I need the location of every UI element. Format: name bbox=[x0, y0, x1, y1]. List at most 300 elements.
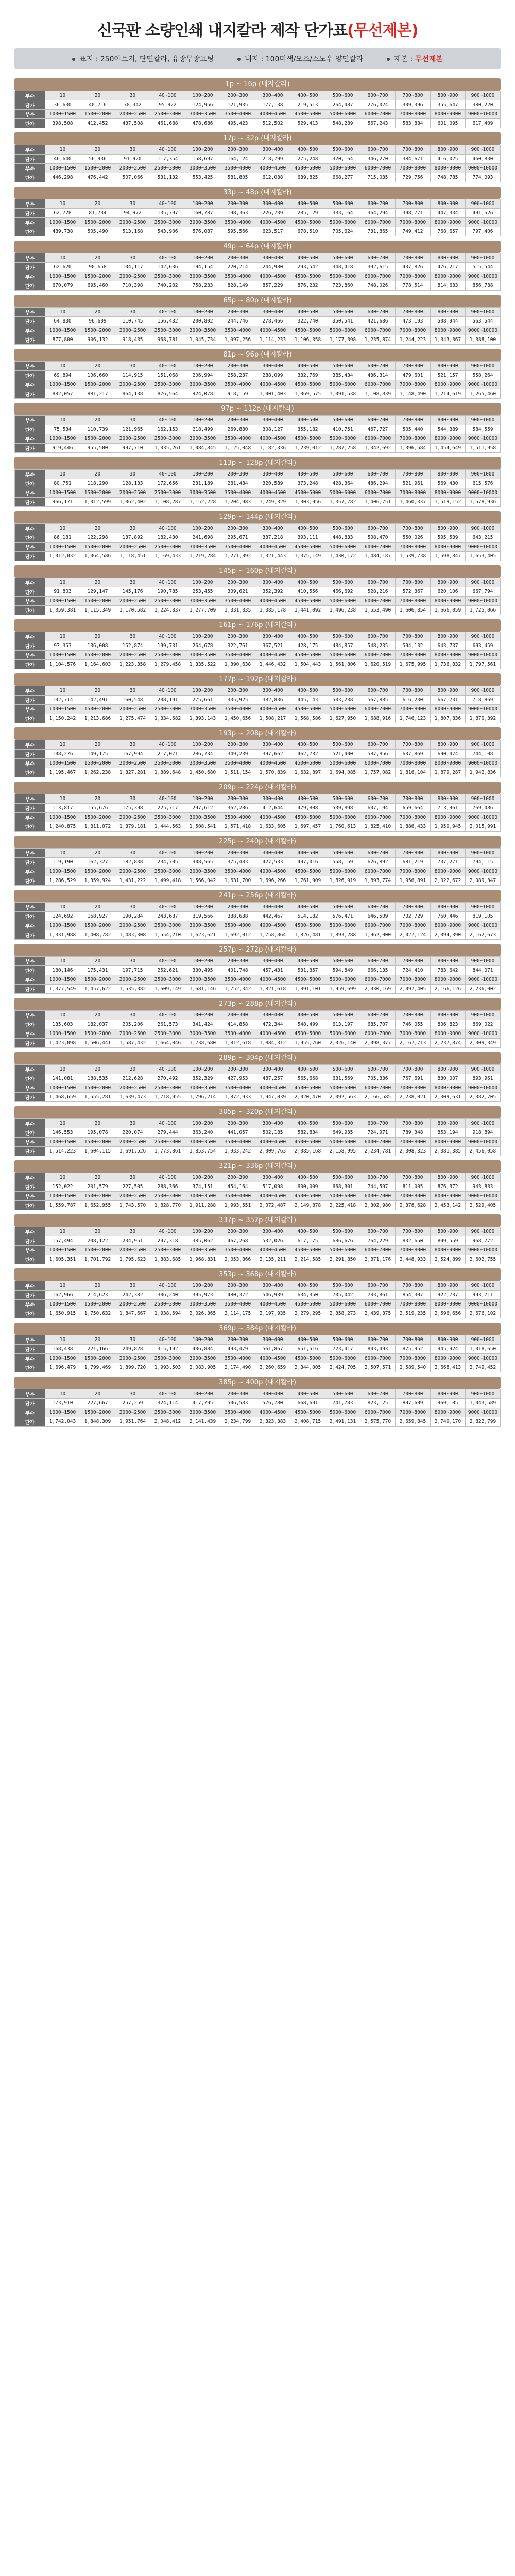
table-cell: 206,994 bbox=[185, 371, 220, 380]
table-cell: 1000~1500 bbox=[45, 1192, 80, 1201]
table-cell: 355,182 bbox=[290, 425, 325, 434]
table-row bbox=[15, 533, 501, 543]
table-cell: 1,539,738 bbox=[396, 552, 431, 561]
table-cell: 40~100 bbox=[150, 957, 185, 966]
table-cell: 200~300 bbox=[220, 686, 255, 696]
table-cell: 576,471 bbox=[325, 912, 360, 921]
price-table bbox=[14, 1173, 501, 1210]
table-cell: 100~200 bbox=[185, 253, 220, 263]
price-section bbox=[14, 565, 501, 615]
table-cell: 355,647 bbox=[431, 100, 466, 110]
table-cell: 1,084,845 bbox=[185, 444, 220, 453]
table-cell: 567,885 bbox=[360, 696, 396, 705]
table-cell: 1000~1500 bbox=[45, 543, 80, 552]
table-cell: 30 bbox=[115, 903, 150, 912]
bullet-icon bbox=[387, 58, 390, 61]
row-label: 단가 bbox=[15, 100, 45, 110]
table-cell: 1,938,594 bbox=[150, 1309, 185, 1318]
table-cell: 218,799 bbox=[255, 155, 290, 164]
table-row bbox=[15, 632, 501, 641]
table-cell: 2,453,142 bbox=[431, 1201, 466, 1210]
table-cell: 2500~3000 bbox=[150, 975, 185, 985]
table-cell: 135,797 bbox=[150, 209, 185, 218]
table-row bbox=[15, 912, 501, 921]
table-row bbox=[15, 1300, 501, 1309]
table-cell: 4500~5000 bbox=[290, 921, 325, 930]
table-cell: 8000~9000 bbox=[431, 1408, 466, 1417]
table-cell: 966,171 bbox=[45, 498, 80, 507]
table-cell: 700~800 bbox=[396, 957, 431, 966]
table-row bbox=[15, 1309, 501, 1318]
table-cell: 20 bbox=[80, 740, 115, 750]
table-cell: 900~1000 bbox=[466, 470, 501, 479]
table-cell: 20 bbox=[80, 199, 115, 209]
row-label: 단가 bbox=[15, 876, 45, 886]
table-cell: 2500~3000 bbox=[150, 867, 185, 876]
table-cell: 4500~5000 bbox=[290, 1246, 325, 1255]
table-cell: 1000~1500 bbox=[45, 110, 80, 119]
table-cell: 505,440 bbox=[396, 425, 431, 434]
table-cell: 2,174,490 bbox=[220, 1363, 255, 1372]
table-cell: 1,219,284 bbox=[185, 552, 220, 561]
table-cell: 643,737 bbox=[431, 641, 466, 651]
table-row bbox=[15, 641, 501, 651]
table-cell: 690,474 bbox=[431, 750, 466, 759]
table-cell: 1,758,864 bbox=[255, 930, 290, 940]
row-label: 부수 bbox=[15, 218, 45, 227]
table-cell: 800~900 bbox=[431, 1227, 466, 1236]
table-cell: 7000~8000 bbox=[396, 272, 431, 281]
table-cell: 800~900 bbox=[431, 199, 466, 209]
table-cell: 1,343,367 bbox=[431, 335, 466, 345]
table-cell: 1,752,342 bbox=[220, 985, 255, 994]
table-cell: 3500~4000 bbox=[220, 1192, 255, 1201]
table-cell: 90,658 bbox=[80, 263, 115, 272]
table-cell: 40~100 bbox=[150, 253, 185, 263]
table-cell: 623,517 bbox=[255, 227, 290, 236]
table-cell: 659,664 bbox=[396, 804, 431, 813]
table-cell: 693,459 bbox=[466, 641, 501, 651]
table-cell: 1,104,576 bbox=[45, 660, 80, 669]
table-cell: 40~100 bbox=[150, 849, 185, 858]
row-label: 부수 bbox=[15, 686, 45, 696]
table-cell: 4500~5000 bbox=[290, 867, 325, 876]
table-cell: 4000~4500 bbox=[255, 488, 290, 498]
table-row bbox=[15, 145, 501, 155]
table-cell: 300~400 bbox=[255, 849, 290, 858]
row-label: 부수 bbox=[15, 794, 45, 804]
spec-binding: 제본 : 무선제본 bbox=[387, 54, 443, 64]
table-cell: 1,812,618 bbox=[220, 1039, 255, 1048]
price-section bbox=[14, 836, 501, 886]
table-cell: 4000~4500 bbox=[255, 975, 290, 985]
table-cell: 5000~6000 bbox=[325, 651, 360, 660]
table-cell: 521,961 bbox=[396, 479, 431, 488]
table-cell: 8000~9000 bbox=[431, 218, 466, 227]
table-cell: 595,566 bbox=[220, 227, 255, 236]
table-cell: 600~700 bbox=[360, 470, 396, 479]
table-cell: 2,053,866 bbox=[220, 1255, 255, 1264]
table-cell: 40~100 bbox=[150, 91, 185, 100]
table-cell: 100~200 bbox=[185, 416, 220, 425]
section-title: 225p ~ 240p (내지칼라) bbox=[14, 836, 501, 848]
table-cell: 955,500 bbox=[80, 444, 115, 453]
table-cell: 113,817 bbox=[45, 804, 80, 813]
section-title: 129p ~ 144p (내지칼라) bbox=[14, 511, 501, 523]
table-cell: 521,157 bbox=[431, 371, 466, 380]
table-cell: 918,894 bbox=[466, 1128, 501, 1138]
table-cell: 1,666,059 bbox=[431, 606, 466, 615]
table-cell: 2500~3000 bbox=[150, 1029, 185, 1039]
table-cell: 4500~5000 bbox=[290, 164, 325, 173]
table-cell: 40~100 bbox=[150, 199, 185, 209]
table-cell: 1,691,526 bbox=[115, 1147, 150, 1156]
table-cell: 2,166,126 bbox=[431, 985, 466, 994]
table-cell: 9000~10000 bbox=[466, 164, 501, 173]
table-cell: 20 bbox=[80, 1281, 115, 1291]
table-row bbox=[15, 1011, 501, 1020]
table-cell: 918,435 bbox=[115, 335, 150, 345]
table-cell: 3000~3500 bbox=[185, 1300, 220, 1309]
table-cell: 1,275,474 bbox=[115, 714, 150, 723]
table-cell: 1,359,924 bbox=[80, 876, 115, 886]
table-cell: 9000~10000 bbox=[466, 434, 501, 444]
table-cell: 2500~3000 bbox=[150, 705, 185, 714]
table-cell: 1,738,680 bbox=[185, 1039, 220, 1048]
table-cell: 3000~3500 bbox=[185, 543, 220, 552]
table-cell: 500~600 bbox=[325, 199, 360, 209]
table-cell: 106,660 bbox=[80, 371, 115, 380]
table-cell: 400~500 bbox=[290, 253, 325, 263]
table-cell: 548,235 bbox=[360, 641, 396, 651]
table-cell: 95,922 bbox=[150, 100, 185, 110]
table-cell: 700~800 bbox=[396, 91, 431, 100]
table-cell: 8000~9000 bbox=[431, 326, 466, 335]
table-row bbox=[15, 479, 501, 488]
table-cell: 800~900 bbox=[431, 362, 466, 371]
row-label: 부수 bbox=[15, 1354, 45, 1363]
table-row bbox=[15, 1147, 501, 1156]
table-cell: 476,217 bbox=[431, 263, 466, 272]
table-cell: 5000~6000 bbox=[325, 110, 360, 119]
section-title: 257p ~ 272p (내지칼라) bbox=[14, 944, 501, 956]
table-cell: 400~500 bbox=[290, 308, 325, 317]
table-cell: 2,098,377 bbox=[360, 1039, 396, 1048]
table-cell: 600~700 bbox=[360, 1227, 396, 1236]
table-cell: 617,175 bbox=[290, 1236, 325, 1246]
table-row bbox=[15, 218, 501, 227]
table-cell: 4000~4500 bbox=[255, 380, 290, 389]
table-cell: 497,016 bbox=[290, 858, 325, 867]
table-row bbox=[15, 660, 501, 669]
table-cell: 40~100 bbox=[150, 470, 185, 479]
table-cell: 1,169,433 bbox=[150, 552, 185, 561]
table-cell: 164,124 bbox=[220, 155, 255, 164]
table-cell: 4000~4500 bbox=[255, 272, 290, 281]
table-cell: 8000~9000 bbox=[431, 1354, 466, 1363]
spec-bar bbox=[14, 48, 501, 69]
table-row bbox=[15, 696, 501, 705]
table-cell: 2000~2500 bbox=[115, 1300, 150, 1309]
table-row bbox=[15, 434, 501, 444]
table-cell: 1,514,223 bbox=[45, 1147, 80, 1156]
table-cell: 300~400 bbox=[255, 1281, 290, 1291]
table-cell: 400~500 bbox=[290, 145, 325, 155]
table-cell: 748,785 bbox=[431, 173, 466, 182]
table-cell: 252,621 bbox=[150, 966, 185, 975]
table-cell: 397,662 bbox=[255, 750, 290, 759]
table-cell: 2000~2500 bbox=[115, 488, 150, 498]
table-row bbox=[15, 362, 501, 371]
table-row bbox=[15, 587, 501, 597]
table-cell: 1,795,623 bbox=[115, 1255, 150, 1264]
table-cell: 800~900 bbox=[431, 849, 466, 858]
table-cell: 2,740,170 bbox=[431, 1417, 466, 1427]
row-label: 단가 bbox=[15, 1039, 45, 1048]
table-cell: 600~700 bbox=[360, 91, 396, 100]
price-section bbox=[14, 511, 501, 561]
table-row bbox=[15, 100, 501, 110]
table-cell: 3500~4000 bbox=[220, 1083, 255, 1093]
table-row bbox=[15, 389, 501, 399]
table-cell: 1,631,700 bbox=[220, 876, 255, 886]
table-cell: 620,106 bbox=[431, 587, 466, 597]
table-cell: 269,880 bbox=[220, 425, 255, 434]
table-cell: 1500~2000 bbox=[80, 434, 115, 444]
table-row bbox=[15, 444, 501, 453]
table-cell: 194,154 bbox=[185, 263, 220, 272]
row-label: 단가 bbox=[15, 768, 45, 777]
table-cell: 400~500 bbox=[290, 470, 325, 479]
table-cell: 447,334 bbox=[431, 209, 466, 218]
table-cell: 297,318 bbox=[150, 1236, 185, 1246]
table-cell: 5000~6000 bbox=[325, 543, 360, 552]
table-cell: 64,830 bbox=[45, 317, 80, 326]
table-cell: 4000~4500 bbox=[255, 1246, 290, 1255]
table-cell: 2000~2500 bbox=[115, 272, 150, 281]
table-cell: 1,993,503 bbox=[150, 1363, 185, 1372]
table-cell: 198,363 bbox=[220, 209, 255, 218]
price-table bbox=[14, 848, 501, 886]
table-cell: 2500~3000 bbox=[150, 272, 185, 281]
table-cell: 400~500 bbox=[290, 957, 325, 966]
table-cell: 600~700 bbox=[360, 1389, 396, 1399]
row-label: 단가 bbox=[15, 1236, 45, 1246]
table-row bbox=[15, 552, 501, 561]
table-cell: 208,191 bbox=[150, 696, 185, 705]
table-cell: 1,899,720 bbox=[115, 1363, 150, 1372]
table-cell: 1000~1500 bbox=[45, 1083, 80, 1093]
table-cell: 900~1000 bbox=[466, 1011, 501, 1020]
table-cell: 9000~10000 bbox=[466, 975, 501, 985]
table-cell: 877,800 bbox=[45, 335, 80, 345]
table-cell: 1,441,092 bbox=[290, 606, 325, 615]
table-cell: 2,030,169 bbox=[360, 985, 396, 994]
table-cell: 300~400 bbox=[255, 1011, 290, 1020]
table-cell: 5000~6000 bbox=[325, 597, 360, 606]
row-label: 부수 bbox=[15, 759, 45, 768]
row-label: 단가 bbox=[15, 660, 45, 669]
table-cell: 919,446 bbox=[45, 444, 80, 453]
table-cell: 969,105 bbox=[431, 1399, 466, 1408]
table-cell: 1,773,861 bbox=[150, 1147, 185, 1156]
row-label: 단가 bbox=[15, 587, 45, 597]
table-cell: 853,194 bbox=[431, 1128, 466, 1138]
table-cell: 563,544 bbox=[466, 317, 501, 326]
table-cell: 5000~6000 bbox=[325, 1083, 360, 1093]
row-label: 부수 bbox=[15, 380, 45, 389]
table-cell: 1500~2000 bbox=[80, 597, 115, 606]
table-cell: 700~800 bbox=[396, 416, 431, 425]
table-cell: 200~300 bbox=[220, 1227, 255, 1236]
table-cell: 3500~4000 bbox=[220, 380, 255, 389]
table-cell: 700~800 bbox=[396, 1389, 431, 1399]
row-label: 단가 bbox=[15, 335, 45, 345]
table-cell: 4000~4500 bbox=[255, 867, 290, 876]
row-label: 단가 bbox=[15, 1128, 45, 1138]
table-cell: 1,609,149 bbox=[150, 985, 185, 994]
table-cell: 1000~1500 bbox=[45, 434, 80, 444]
table-cell: 457,431 bbox=[255, 966, 290, 975]
table-row bbox=[15, 416, 501, 425]
table-cell: 900~1000 bbox=[466, 524, 501, 533]
table-cell: 828,149 bbox=[220, 281, 255, 291]
table-cell: 515,544 bbox=[466, 263, 501, 272]
table-cell: 3000~3500 bbox=[185, 272, 220, 281]
table-cell: 80,751 bbox=[45, 479, 80, 488]
table-cell: 1,718,955 bbox=[150, 1093, 185, 1102]
table-cell: 300~400 bbox=[255, 91, 290, 100]
section-title: 161p ~ 176p (내지칼라) bbox=[14, 619, 501, 632]
section-title: 209p ~ 224p (내지칼라) bbox=[14, 782, 501, 794]
table-cell: 2,094,390 bbox=[431, 930, 466, 940]
table-cell: 1,598,847 bbox=[431, 552, 466, 561]
price-table bbox=[14, 91, 501, 128]
table-cell: 480,372 bbox=[220, 1291, 255, 1300]
table-cell: 173,910 bbox=[45, 1399, 80, 1408]
table-cell: 700~800 bbox=[396, 632, 431, 641]
table-cell: 900~1000 bbox=[466, 794, 501, 804]
price-sections bbox=[14, 78, 501, 1427]
table-cell: 30 bbox=[115, 740, 150, 750]
table-cell: 700~800 bbox=[396, 362, 431, 371]
table-row bbox=[15, 1389, 501, 1399]
table-cell: 400~500 bbox=[290, 1335, 325, 1345]
table-cell: 286,734 bbox=[185, 750, 220, 759]
table-cell: 1,457,622 bbox=[80, 985, 115, 994]
table-cell: 667,731 bbox=[431, 696, 466, 705]
table-cell: 489,738 bbox=[45, 227, 80, 236]
table-cell: 844,071 bbox=[466, 966, 501, 975]
table-cell: 2,214,585 bbox=[290, 1255, 325, 1264]
table-row bbox=[15, 867, 501, 876]
table-cell: 2500~3000 bbox=[150, 164, 185, 173]
table-cell: 2000~2500 bbox=[115, 1246, 150, 1255]
table-cell: 2,026,140 bbox=[325, 1039, 360, 1048]
table-cell: 1,955,760 bbox=[290, 1039, 325, 1048]
table-cell: 1,933,242 bbox=[220, 1147, 255, 1156]
table-cell: 713,961 bbox=[431, 804, 466, 813]
table-cell: 651,516 bbox=[290, 1345, 325, 1354]
table-cell: 800~900 bbox=[431, 416, 466, 425]
table-cell: 200~300 bbox=[220, 91, 255, 100]
table-cell: 400~500 bbox=[290, 1389, 325, 1399]
table-cell: 1,947,039 bbox=[255, 1093, 290, 1102]
row-label: 단가 bbox=[15, 1201, 45, 1210]
table-cell: 900~1000 bbox=[466, 1119, 501, 1128]
table-cell: 467,727 bbox=[360, 425, 396, 434]
table-cell: 702,729 bbox=[396, 912, 431, 921]
row-label: 단가 bbox=[15, 1345, 45, 1354]
price-table bbox=[14, 361, 501, 399]
table-cell: 10 bbox=[45, 199, 80, 209]
table-cell: 649,935 bbox=[325, 1128, 360, 1138]
table-cell: 10 bbox=[45, 740, 80, 750]
table-cell: 2,197,935 bbox=[255, 1309, 290, 1318]
table-row bbox=[15, 1408, 501, 1417]
table-cell: 4500~5000 bbox=[290, 1138, 325, 1147]
table-cell: 6000~7000 bbox=[360, 705, 396, 714]
table-row bbox=[15, 1039, 501, 1048]
table-row bbox=[15, 957, 501, 966]
table-cell: 1,826,919 bbox=[325, 876, 360, 886]
table-cell: 108,276 bbox=[45, 750, 80, 759]
table-row bbox=[15, 1345, 501, 1354]
table-cell: 10 bbox=[45, 903, 80, 912]
table-cell: 275,248 bbox=[290, 155, 325, 164]
table-cell: 40~100 bbox=[150, 740, 185, 750]
table-cell: 500~600 bbox=[325, 1335, 360, 1345]
table-cell: 9000~10000 bbox=[466, 488, 501, 498]
table-cell: 322,740 bbox=[290, 317, 325, 326]
table-cell: 8000~9000 bbox=[431, 921, 466, 930]
table-cell: 100~200 bbox=[185, 1389, 220, 1399]
table-cell: 2,234,799 bbox=[220, 1417, 255, 1427]
table-cell: 700~800 bbox=[396, 1335, 431, 1345]
table-cell: 1,114,233 bbox=[255, 335, 290, 345]
table-cell: 333,164 bbox=[325, 209, 360, 218]
table-cell: 561,867 bbox=[255, 1345, 290, 1354]
table-cell: 8000~9000 bbox=[431, 1029, 466, 1039]
table-row bbox=[15, 686, 501, 696]
table-cell: 670,079 bbox=[45, 281, 80, 291]
row-label: 부수 bbox=[15, 651, 45, 660]
row-label: 단가 bbox=[15, 1399, 45, 1408]
table-cell: 2500~3000 bbox=[150, 921, 185, 930]
table-cell: 678,510 bbox=[290, 227, 325, 236]
table-cell: 9000~10000 bbox=[466, 110, 501, 119]
table-cell: 1,303,956 bbox=[290, 498, 325, 507]
table-cell: 572,367 bbox=[396, 587, 431, 597]
table-cell: 200~300 bbox=[220, 1011, 255, 1020]
table-cell: 783,642 bbox=[431, 966, 466, 975]
table-cell: 479,808 bbox=[290, 804, 325, 813]
row-label: 부수 bbox=[15, 308, 45, 317]
table-cell: 20 bbox=[80, 686, 115, 696]
table-cell: 2,279,295 bbox=[290, 1309, 325, 1318]
row-label: 단가 bbox=[15, 1291, 45, 1300]
table-cell: 6000~7000 bbox=[360, 1408, 396, 1417]
table-cell: 400~500 bbox=[290, 1227, 325, 1236]
table-cell: 6000~7000 bbox=[360, 1192, 396, 1201]
table-cell: 285,129 bbox=[290, 209, 325, 218]
table-cell: 258,237 bbox=[220, 371, 255, 380]
table-cell: 2,524,899 bbox=[431, 1255, 466, 1264]
table-cell: 1000~1500 bbox=[45, 1354, 80, 1363]
row-label: 부수 bbox=[15, 597, 45, 606]
table-cell: 1,664,046 bbox=[150, 1039, 185, 1048]
table-cell: 335,925 bbox=[220, 696, 255, 705]
